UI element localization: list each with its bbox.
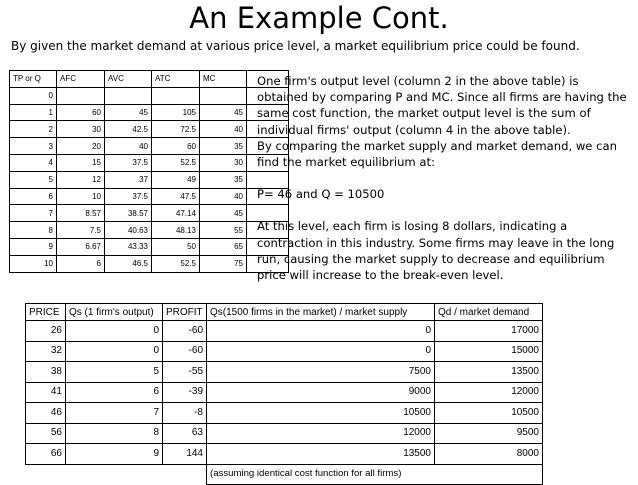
table-cell: 8.57 bbox=[57, 205, 105, 222]
table-cell: 5 bbox=[10, 171, 57, 188]
table-cell: 9000 bbox=[207, 382, 435, 403]
market-table-body bbox=[26, 304, 543, 485]
table-cell: 72.5 bbox=[152, 121, 200, 138]
table-cell: 10 bbox=[57, 188, 105, 205]
table-cell: -39 bbox=[163, 382, 207, 403]
column-header: ATC bbox=[152, 71, 200, 88]
table-cell: 40 bbox=[200, 121, 247, 138]
table-cell: 6 bbox=[10, 188, 57, 205]
slide-subtitle: By given the market demand at various price level, a market equilibrium price could be found. bbox=[11, 39, 580, 53]
table-note: (assuming identical cost function for all firms) bbox=[207, 464, 543, 485]
table-cell: 52.5 bbox=[152, 154, 200, 171]
slide-title: An Example Cont. bbox=[189, 1, 449, 35]
explanation-paragraph-3: At this level, each firm is losing 8 dollars, indicating a contraction in this industry. Some firms may leave in the long run, causing the market supply to decrease and equilibrium price will increase to the break-even level. bbox=[257, 219, 615, 283]
table-cell: 41 bbox=[26, 382, 66, 403]
table-cell: 0 bbox=[207, 321, 435, 342]
table-row bbox=[10, 87, 289, 104]
empty-cell bbox=[26, 464, 207, 485]
table-cell: 0 bbox=[10, 87, 57, 104]
table-row bbox=[26, 423, 543, 444]
table-cell: 12000 bbox=[207, 423, 435, 444]
table-cell: 48.13 bbox=[152, 222, 200, 239]
table-cell: 38 bbox=[26, 362, 66, 383]
table-cell: 60 bbox=[152, 138, 200, 155]
table-row bbox=[10, 255, 289, 272]
table-cell: 7.5 bbox=[57, 222, 105, 239]
table-cell: -55 bbox=[163, 362, 207, 383]
table-row bbox=[10, 238, 289, 255]
table-row bbox=[26, 362, 543, 383]
table-cell: -60 bbox=[163, 321, 207, 342]
equilibrium-statement: P= 46 and Q = 10500 bbox=[257, 187, 385, 202]
explanation-paragraph-1: One firm's output level (column 2 in the above table) is obtained by comparing P and MC. Since all firms are having the same cost function, the market output level is the sum of individual firms' output (column 4 in the above table). bbox=[257, 74, 627, 137]
table-cell: 0 bbox=[66, 341, 163, 362]
table-cell: -8 bbox=[163, 403, 207, 424]
table-cell: 12000 bbox=[435, 382, 543, 403]
table-cell: 42.5 bbox=[105, 121, 152, 138]
table-row bbox=[26, 444, 543, 465]
table-cell: 43.33 bbox=[105, 238, 152, 255]
table-cell: 9 bbox=[10, 238, 57, 255]
table-cell: 15 bbox=[57, 154, 105, 171]
table-cell: 6 bbox=[66, 382, 163, 403]
table-cell: 30 bbox=[200, 154, 247, 171]
table-row bbox=[10, 205, 289, 222]
cost-table-body bbox=[10, 71, 289, 273]
table-note-row bbox=[26, 464, 543, 485]
table-header-row bbox=[26, 304, 543, 321]
table-cell: 5 bbox=[66, 362, 163, 383]
spacer bbox=[257, 170, 632, 186]
table-cell: 6.67 bbox=[57, 238, 105, 255]
table-cell: 40 bbox=[200, 188, 247, 205]
table-cell: 144 bbox=[163, 444, 207, 465]
explanation-text bbox=[257, 73, 632, 283]
table-cell: 9 bbox=[66, 444, 163, 465]
table-cell: 105 bbox=[152, 104, 200, 121]
table-cell: 52.5 bbox=[152, 255, 200, 272]
table-cell: 32 bbox=[26, 341, 66, 362]
cost-table bbox=[9, 70, 289, 273]
table-cell: 8 bbox=[10, 222, 57, 239]
table-cell bbox=[152, 87, 200, 104]
table-cell: 45 bbox=[105, 104, 152, 121]
table-cell: 38.57 bbox=[105, 205, 152, 222]
table-row bbox=[10, 188, 289, 205]
table-cell: 8 bbox=[66, 423, 163, 444]
column-header: TP or Q bbox=[10, 71, 57, 88]
table-cell: 13500 bbox=[207, 444, 435, 465]
table-cell: 26 bbox=[26, 321, 66, 342]
table-cell: 45 bbox=[200, 205, 247, 222]
table-cell: 7500 bbox=[207, 362, 435, 383]
market-table bbox=[25, 303, 543, 485]
table-cell: 40.63 bbox=[105, 222, 152, 239]
table-cell bbox=[200, 87, 247, 104]
table-cell: 1 bbox=[10, 104, 57, 121]
table-cell: 7 bbox=[66, 403, 163, 424]
table-cell: 8000 bbox=[435, 444, 543, 465]
table-cell: 66 bbox=[26, 444, 66, 465]
table-row bbox=[10, 222, 289, 239]
table-header-row bbox=[10, 71, 289, 88]
table-cell: 20 bbox=[57, 138, 105, 155]
table-cell: 46 bbox=[26, 403, 66, 424]
table-cell: 50 bbox=[152, 238, 200, 255]
table-row bbox=[10, 154, 289, 171]
table-cell: 0 bbox=[66, 321, 163, 342]
column-header: MC bbox=[200, 71, 247, 88]
table-row bbox=[26, 341, 543, 362]
table-cell: 10500 bbox=[207, 403, 435, 424]
spacer bbox=[257, 202, 632, 218]
table-row bbox=[10, 104, 289, 121]
table-cell: 13500 bbox=[435, 362, 543, 383]
column-header: AVC bbox=[105, 71, 152, 88]
column-header: Qd / market demand bbox=[435, 304, 543, 321]
table-cell: 0 bbox=[207, 341, 435, 362]
column-header: Qs (1 firm's output) bbox=[66, 304, 163, 321]
table-cell: 12 bbox=[57, 171, 105, 188]
table-cell: 10500 bbox=[435, 403, 543, 424]
column-header: PROFIT bbox=[163, 304, 207, 321]
table-cell: 56 bbox=[26, 423, 66, 444]
table-cell: 37.5 bbox=[105, 154, 152, 171]
column-header: Qs(1500 firms in the market) / market supply bbox=[207, 304, 435, 321]
table-row bbox=[26, 403, 543, 424]
table-cell bbox=[57, 87, 105, 104]
table-cell: 65 bbox=[200, 238, 247, 255]
table-cell: 63 bbox=[163, 423, 207, 444]
table-cell: 75 bbox=[200, 255, 247, 272]
table-cell: 35 bbox=[200, 138, 247, 155]
table-row bbox=[26, 382, 543, 403]
table-row bbox=[10, 121, 289, 138]
table-cell: 7 bbox=[10, 205, 57, 222]
table-cell: 2 bbox=[10, 121, 57, 138]
column-header: PRICE bbox=[26, 304, 66, 321]
table-cell: 6 bbox=[57, 255, 105, 272]
table-cell: 60 bbox=[57, 104, 105, 121]
table-cell: 3 bbox=[10, 138, 57, 155]
table-cell bbox=[105, 87, 152, 104]
table-cell: 9500 bbox=[435, 423, 543, 444]
table-cell: 55 bbox=[200, 222, 247, 239]
table-cell: 17000 bbox=[435, 321, 543, 342]
table-cell: 4 bbox=[10, 154, 57, 171]
table-row bbox=[10, 171, 289, 188]
table-cell: 45 bbox=[200, 104, 247, 121]
table-cell: 15000 bbox=[435, 341, 543, 362]
column-header: AFC bbox=[57, 71, 105, 88]
table-cell: 49 bbox=[152, 171, 200, 188]
table-cell: 10 bbox=[10, 255, 57, 272]
table-cell: 30 bbox=[57, 121, 105, 138]
table-cell: 37 bbox=[105, 171, 152, 188]
table-cell: 47.5 bbox=[152, 188, 200, 205]
table-row bbox=[26, 321, 543, 342]
table-row bbox=[10, 138, 289, 155]
table-cell: 37.5 bbox=[105, 188, 152, 205]
table-cell: 40 bbox=[105, 138, 152, 155]
explanation-paragraph-2: By comparing the market supply and market demand, we can find the market equilibrium at: bbox=[257, 138, 617, 170]
table-cell: 46.5 bbox=[105, 255, 152, 272]
table-cell: -60 bbox=[163, 341, 207, 362]
table-cell: 35 bbox=[200, 171, 247, 188]
table-cell: 47.14 bbox=[152, 205, 200, 222]
